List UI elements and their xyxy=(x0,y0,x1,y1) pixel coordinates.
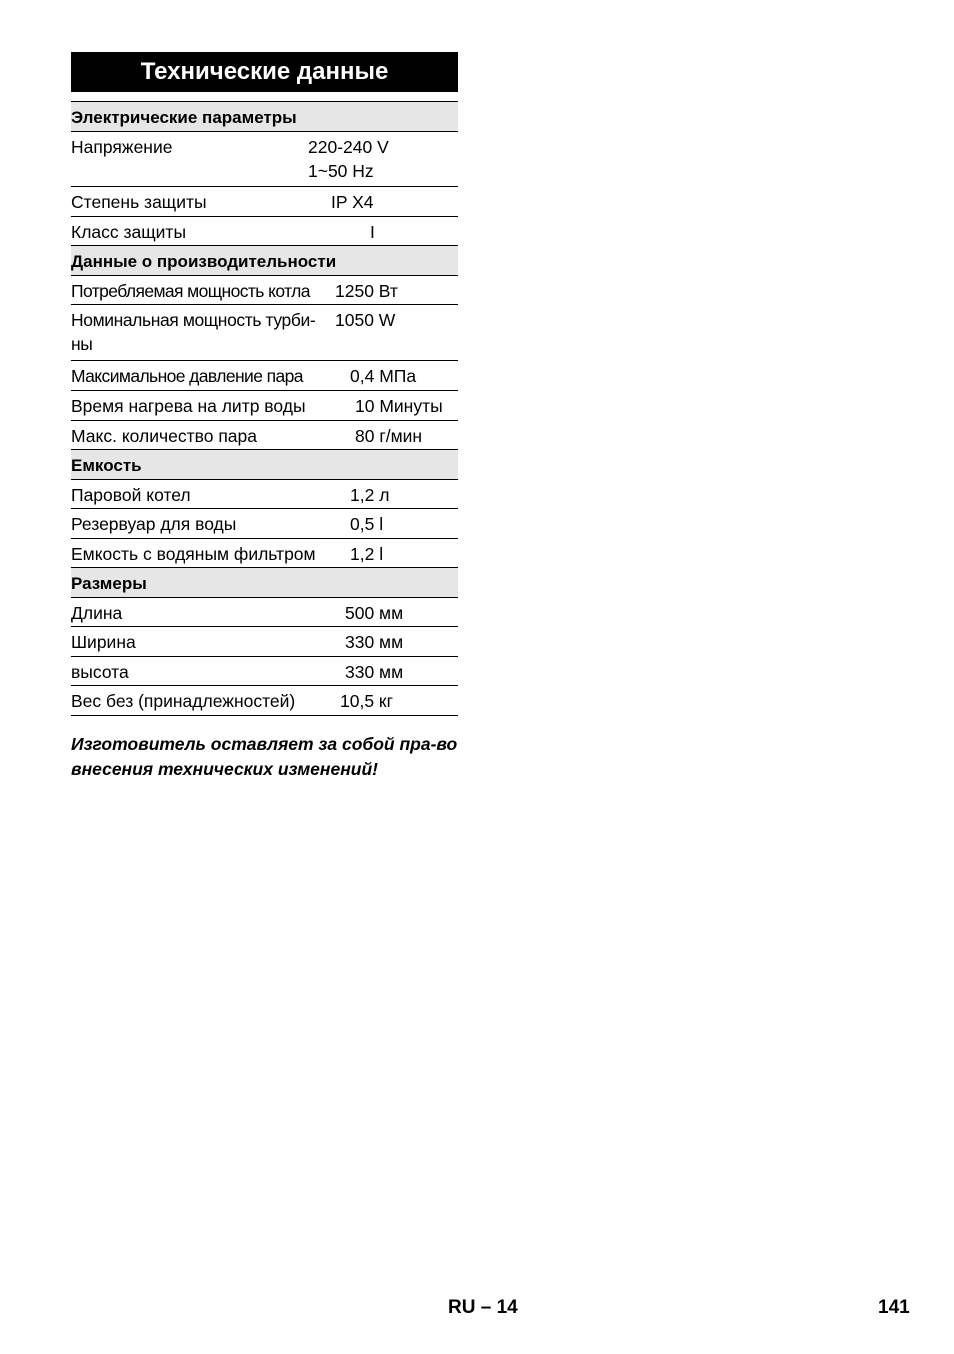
table-row xyxy=(71,391,458,421)
row-label: Потребляемая мощность котла xyxy=(71,281,310,301)
table-row xyxy=(71,276,458,305)
row-value: 1,2 l xyxy=(350,544,384,564)
row-value: 330 мм xyxy=(345,662,404,682)
footer-page-number: 141 xyxy=(878,1297,910,1318)
row-value: I xyxy=(370,222,375,242)
table-row xyxy=(71,217,458,246)
table-row xyxy=(71,509,458,539)
row-value: 0,5 l xyxy=(350,514,384,534)
page-title: Технические данные xyxy=(71,52,458,92)
table-row xyxy=(71,539,458,568)
row-value: 1,2 л xyxy=(350,485,390,505)
row-label: Вес без (принадлежностей) xyxy=(71,691,296,711)
table-row xyxy=(71,480,458,509)
row-label: Емкость с водяным фильтром xyxy=(71,544,316,564)
table-row xyxy=(71,686,458,716)
row-value: IP X4 xyxy=(331,192,374,212)
section-heading-capacity: Емкость xyxy=(71,450,458,480)
row-label: Максимальное давление пара xyxy=(71,366,303,386)
table-row xyxy=(71,305,458,361)
row-value: 1250 Вт xyxy=(335,281,398,301)
disclaimer-note: Изготовитель оставляет за собой пра-во внесения технических изменений! xyxy=(71,734,458,779)
table-row xyxy=(71,421,458,450)
row-label: высота xyxy=(71,662,129,682)
table-row xyxy=(71,598,458,627)
row-value: 80 г/мин xyxy=(355,426,423,446)
section-heading-dimensions: Размеры xyxy=(71,568,458,598)
section-heading-performance: Данные о производительности xyxy=(71,246,458,276)
row-value: 500 мм xyxy=(345,603,404,623)
row-label: Время нагрева на литр воды xyxy=(71,396,306,416)
row-value: 0,4 МПа xyxy=(350,366,417,386)
row-value: 1050 W xyxy=(335,310,396,330)
row-label: Напряжение xyxy=(71,137,173,157)
row-value: 330 мм xyxy=(345,632,404,652)
row-label: Макс. количество пара xyxy=(71,426,258,446)
section-heading-electrical: Электрические параметры xyxy=(71,102,458,132)
row-value: 220-240 V 1~50 Hz xyxy=(308,137,389,181)
row-label: Степень защиты xyxy=(71,192,207,212)
table-row xyxy=(71,187,458,217)
row-label: Паровой котел xyxy=(71,485,191,505)
table-row xyxy=(71,657,458,686)
row-label: Ширина xyxy=(71,632,136,652)
footer-lang-page: RU – 14 xyxy=(448,1297,518,1318)
row-value: 10 Минуты xyxy=(355,396,443,416)
row-value: 10,5 кг xyxy=(340,691,393,711)
row-label: Номинальная мощность турби-ны xyxy=(71,310,316,354)
spec-table xyxy=(71,101,458,716)
row-label: Длина xyxy=(71,603,123,623)
row-label: Класс защиты xyxy=(71,222,187,242)
table-row xyxy=(71,361,458,391)
table-row xyxy=(71,627,458,657)
row-label: Резервуар для воды xyxy=(71,514,237,534)
table-row xyxy=(71,132,458,187)
